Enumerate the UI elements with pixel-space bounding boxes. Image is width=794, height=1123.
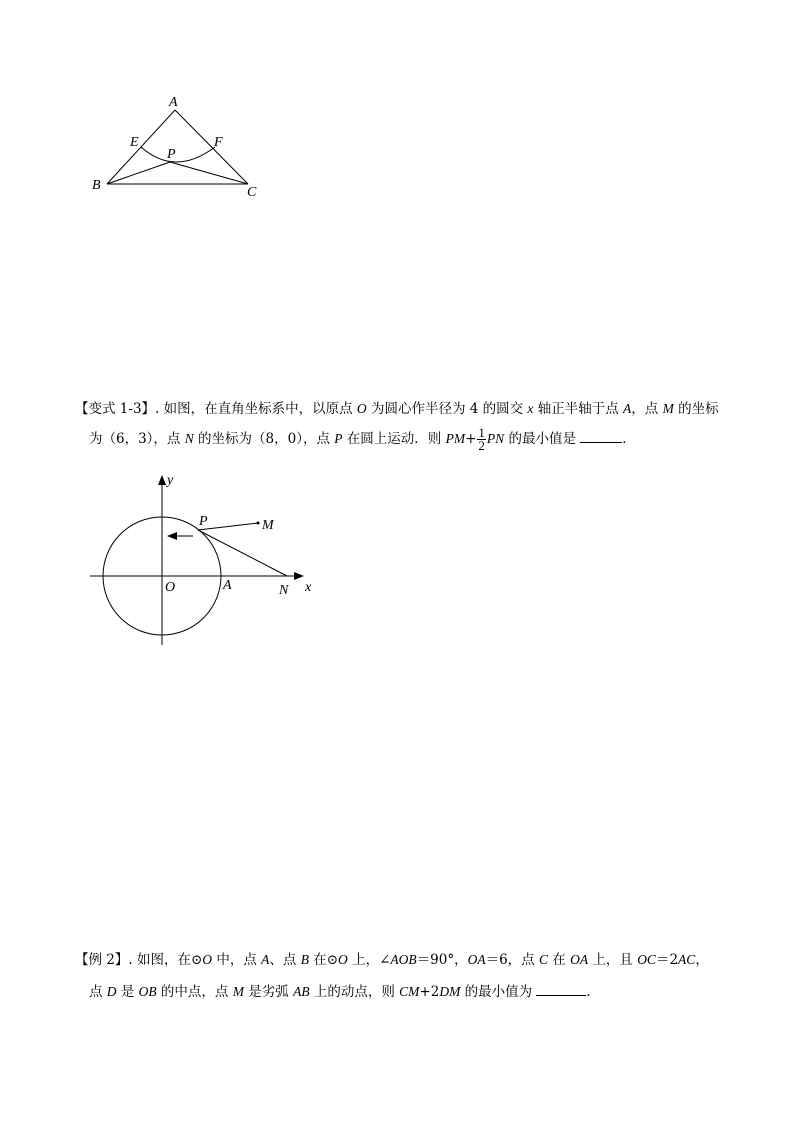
segment-PC bbox=[170, 162, 248, 184]
coordinate-circle-figure bbox=[85, 470, 325, 650]
label-A: A bbox=[223, 578, 232, 593]
point-M bbox=[257, 522, 260, 525]
label-C: C bbox=[247, 185, 257, 200]
problem-tag: 【变式 1-3】 bbox=[75, 401, 156, 417]
segment-AC bbox=[175, 110, 248, 184]
problem-variant-1-3 bbox=[75, 399, 735, 452]
answer-blank[interactable] bbox=[536, 983, 586, 996]
arc-EF bbox=[141, 147, 215, 162]
label-E: E bbox=[130, 135, 139, 150]
fraction-one-half: $\frac{1}{2}$ bbox=[478, 425, 485, 453]
problem-example-line-2: 点 D 是 OB 的中点，点 M 是劣弧 AB 上的动点，则 CM+2DM 的最小值为 ． bbox=[89, 984, 600, 1000]
label-B: B bbox=[92, 178, 101, 193]
label-A: A bbox=[169, 95, 178, 110]
label-x: x bbox=[305, 580, 312, 595]
triangle-figure bbox=[80, 90, 280, 205]
label-F: F bbox=[214, 135, 223, 150]
label-P: P bbox=[167, 147, 176, 162]
label-P: P bbox=[199, 514, 208, 529]
answer-blank[interactable] bbox=[580, 430, 622, 443]
label-y: y bbox=[167, 473, 174, 488]
problem-example-2 bbox=[75, 950, 735, 1002]
problem-variant-line-1: 【变式 1-3】. 如图，在直角坐标系中，以原点 O 为圆心作半径为 4 的圆交 x 轴正半轴于点 A，点 M 的坐标 bbox=[75, 401, 719, 417]
label-O: O bbox=[165, 580, 176, 595]
problem-variant-line-2: 为（6，3），点 N 的坐标为（8，0），点 P 在圆上运动．则 PM+ $\frac{1}{2}$ PN 的最小值是 ． bbox=[89, 425, 636, 453]
label-N: N bbox=[279, 583, 289, 598]
problem-example-line-1: 【例 2】. 如图，在⊙O 中，点 A、点 B 在⊙O 上，∠AOB＝90°，OA＝6，点 C 在 OA 上，且 OC＝2AC， bbox=[75, 952, 709, 968]
label-M: M bbox=[262, 518, 274, 533]
problem-tag: 【例 2】 bbox=[75, 952, 129, 968]
segment-PN bbox=[198, 530, 287, 576]
